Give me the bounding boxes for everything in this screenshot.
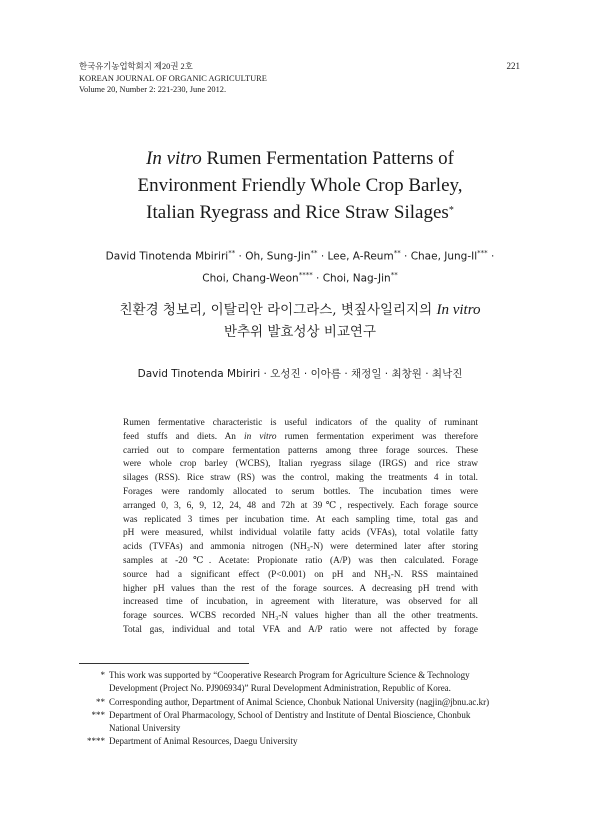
authors-english-line-1 <box>70 244 530 266</box>
abstract-text: samples at -20℃. Acetate: Propionate ratio (A/P) was then calculated. Forage <box>123 555 478 566</box>
abstract-text: were whole crop barley (WCBS), Italian ryegrass silage (IRGS) and rice straw <box>123 459 478 470</box>
title-line-1-rest: Rumen Fermentation Patterns of <box>201 148 454 169</box>
abstract-line <box>123 458 478 472</box>
author-name: David Tinotenda Mbiriri <box>105 250 229 263</box>
abstract-line <box>123 596 478 610</box>
title-korean-line-2: 반추위 발효성상 비교연구 <box>223 324 377 340</box>
title-line-3-text: Italian Ryegrass and Rice Straw Silages <box>146 202 449 223</box>
abstract-text: silages (RSS). Rice straw (RS) was the control, making the treatments 4 in total. <box>123 473 478 484</box>
abstract-text: Forages were randomly allocated to serum bottles. The incubation times were <box>123 486 478 497</box>
abstract-text: arranged 0, 3, 6, 9, 12, 24, 48 and 72h at 39℃, respectively. Each forage source <box>123 500 478 511</box>
article-title <box>60 145 540 226</box>
footnote-mark: **** <box>87 736 105 747</box>
author-name: · Chae, Jung-Il <box>400 250 478 263</box>
abstract-italic: in vitro <box>244 431 277 442</box>
abstract-text: source had a significant effect (P<0.001) on pH and NH₃-N. RSS maintained <box>123 569 478 580</box>
abstract-line <box>123 445 478 459</box>
title-korean-italic: In vitro <box>436 302 481 318</box>
abstract-line <box>123 472 478 486</box>
abstract-text: was replicated 3 times per incubation time. At each sampling time, total gas and <box>123 514 478 525</box>
footnote <box>79 696 524 709</box>
abstract-line <box>123 527 478 541</box>
journal-header <box>79 61 267 96</box>
title-footnote-mark: * <box>448 205 454 216</box>
footnote <box>79 669 524 696</box>
abstract-text: carried out to compare fermentation patterns among three forage sources. These <box>123 445 478 456</box>
page-number: 221 <box>506 61 520 71</box>
footnote-line: Department of Oral Pharmacology, School of Dentistry and Institute of Dental Bioscience, Chonbuk <box>109 709 471 720</box>
journal-name-korean: 한국유기농업학회지 제20권 2호 <box>79 62 193 71</box>
article-title-korean <box>60 299 540 343</box>
footnote-text <box>109 696 524 709</box>
title-italic: In vitro <box>146 148 202 169</box>
abstract-line <box>123 610 478 624</box>
abstract-line <box>123 583 478 597</box>
abstract-line <box>123 624 478 638</box>
authors-english <box>70 244 530 287</box>
footnote-line: National University <box>109 723 181 734</box>
author-affiliation-mark: *** <box>477 249 488 257</box>
footnotes <box>79 669 524 749</box>
author-affiliation-mark: ** <box>310 249 318 257</box>
title-line-2: Environment Friendly Whole Crop Barley, <box>137 175 463 196</box>
title-korean-line-1 <box>60 299 540 321</box>
author-affiliation-mark: **** <box>298 270 313 279</box>
title-korean-line-1-text: 친환경 청보리, 이탈리안 라이그라스, 볏짚사일리지의 <box>119 302 433 318</box>
author-affiliation-mark: ** <box>393 249 401 257</box>
footnote-line: Department of Animal Resources, Daegu University <box>109 736 298 747</box>
abstract-line <box>123 417 478 431</box>
footnote-mark: *** <box>91 709 105 720</box>
footnote-mark: ** <box>96 696 105 707</box>
authors-english-line-2 <box>70 266 530 288</box>
abstract-text: feed stuffs and diets. An <box>123 431 245 442</box>
footnote-text <box>109 669 524 696</box>
abstract-text: acids (TVFAs) and ammonia nitrogen (NH₃-N) were determined later after storing <box>123 542 478 553</box>
footnote-rule <box>79 663 249 664</box>
author-affiliation-mark: ** <box>390 270 398 279</box>
footnote-text <box>109 735 524 748</box>
abstract-text: forage sources. WCBS recorded NH₃-N values higher than all the other treatments. <box>123 611 478 622</box>
abstract-line <box>123 431 478 445</box>
author-name: · Choi, Nag-Jin <box>312 272 391 284</box>
abstract-line <box>123 541 478 555</box>
author-name: · Oh, Sung-Jin <box>235 250 311 263</box>
footnote <box>79 735 524 748</box>
abstract <box>123 417 478 638</box>
author-name: Choi, Chang-Weon <box>202 272 299 284</box>
abstract-line <box>123 486 478 500</box>
author-name: · Lee, A-Reum <box>317 250 394 263</box>
footnote-text <box>109 709 524 736</box>
footnote <box>79 709 524 736</box>
journal-volume: Volume 20, Number 2: 221-230, June 2012. <box>79 85 227 94</box>
footnote-line: Development (Project No. PJ906934)” Rural Development Administration, Republic of Korea. <box>109 683 451 694</box>
footnote-line: Corresponding author, Department of Animal Science, Chonbuk National University (nagjin@jbnu.ac.kr) <box>109 696 490 707</box>
abstract-text: higher pH values than the rest of the forage sources. A decreasing pH trend with <box>123 583 478 594</box>
abstract-text: Rumen fermentative characteristic is useful indicators of the quality of ruminant <box>123 418 478 428</box>
abstract-line <box>123 555 478 569</box>
title-line-1 <box>60 145 540 172</box>
title-line-3 <box>60 199 540 226</box>
footnote-mark: * <box>100 670 105 680</box>
abstract-text: pH were measured, whilst individual volatile fatty acids (VFAs), total volatile fatty <box>123 528 478 539</box>
abstract-text: rumen fermentation experiment was therefore <box>276 431 478 442</box>
footnote-line: This work was supported by “Cooperative Research Program for Agriculture Science & Technology <box>109 670 470 680</box>
authors-korean: David Tinotenda Mbiriri · 오성진 · 이아름 · 채정일 · 최창원 · 최낙진 <box>137 368 463 380</box>
author-affiliation-mark: ** <box>228 249 236 257</box>
journal-name-english: KOREAN JOURNAL OF ORGANIC AGRICULTURE <box>79 73 267 83</box>
abstract-line <box>123 569 478 583</box>
abstract-line <box>123 500 478 514</box>
abstract-line <box>123 514 478 528</box>
abstract-text: increased time of incubation, in agreement with literature, was observed for all <box>123 597 478 608</box>
abstract-text: Total gas, individual and total VFA and A/P ratio were not affected by forage <box>123 624 478 635</box>
author-name: · <box>487 250 495 263</box>
